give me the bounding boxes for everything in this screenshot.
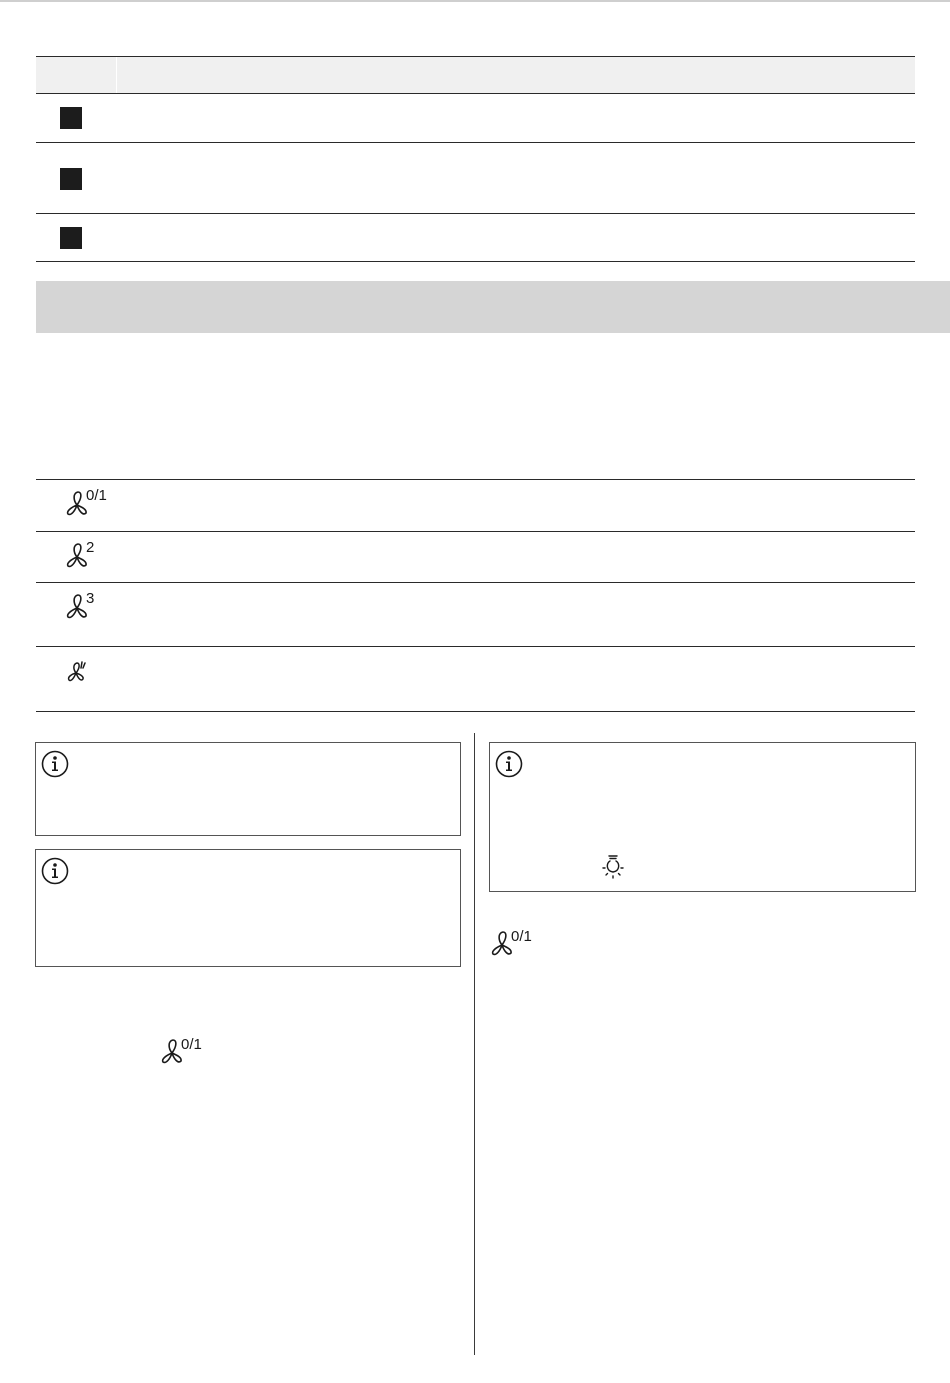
fan-speed-symbol bbox=[488, 928, 548, 958]
controls-table bbox=[36, 56, 915, 262]
black-square-icon bbox=[60, 227, 82, 249]
table-row bbox=[36, 480, 915, 532]
table-row bbox=[36, 143, 915, 214]
page-top-rule bbox=[0, 0, 950, 2]
fan-speed-label: 2 bbox=[86, 539, 95, 556]
black-square-icon bbox=[60, 107, 82, 129]
table-row bbox=[36, 647, 915, 712]
fan-speed-label: 3 bbox=[86, 590, 95, 607]
header-divider bbox=[116, 57, 117, 93]
table-header bbox=[36, 56, 915, 94]
fan-speed-symbol bbox=[158, 1036, 218, 1066]
fan-speed-label: 0/1 bbox=[511, 928, 532, 945]
black-square-icon bbox=[60, 168, 82, 190]
section-heading-band bbox=[36, 281, 950, 333]
column-divider bbox=[474, 733, 475, 1355]
fan-speed-table bbox=[36, 479, 915, 712]
light-bulb-icon bbox=[600, 853, 626, 881]
info-note-box bbox=[35, 742, 461, 836]
info-icon bbox=[41, 750, 69, 778]
info-note-box bbox=[489, 742, 916, 892]
fan-speed-label: 0/1 bbox=[181, 1036, 202, 1053]
table-row bbox=[36, 94, 915, 143]
table-row bbox=[36, 214, 915, 262]
info-icon bbox=[495, 750, 523, 778]
table-row bbox=[36, 532, 915, 583]
info-icon bbox=[41, 857, 69, 885]
info-note-box bbox=[35, 849, 461, 967]
fan-boost-icon bbox=[64, 659, 90, 685]
fan-speed-label: 0/1 bbox=[86, 487, 107, 504]
table-row bbox=[36, 583, 915, 647]
